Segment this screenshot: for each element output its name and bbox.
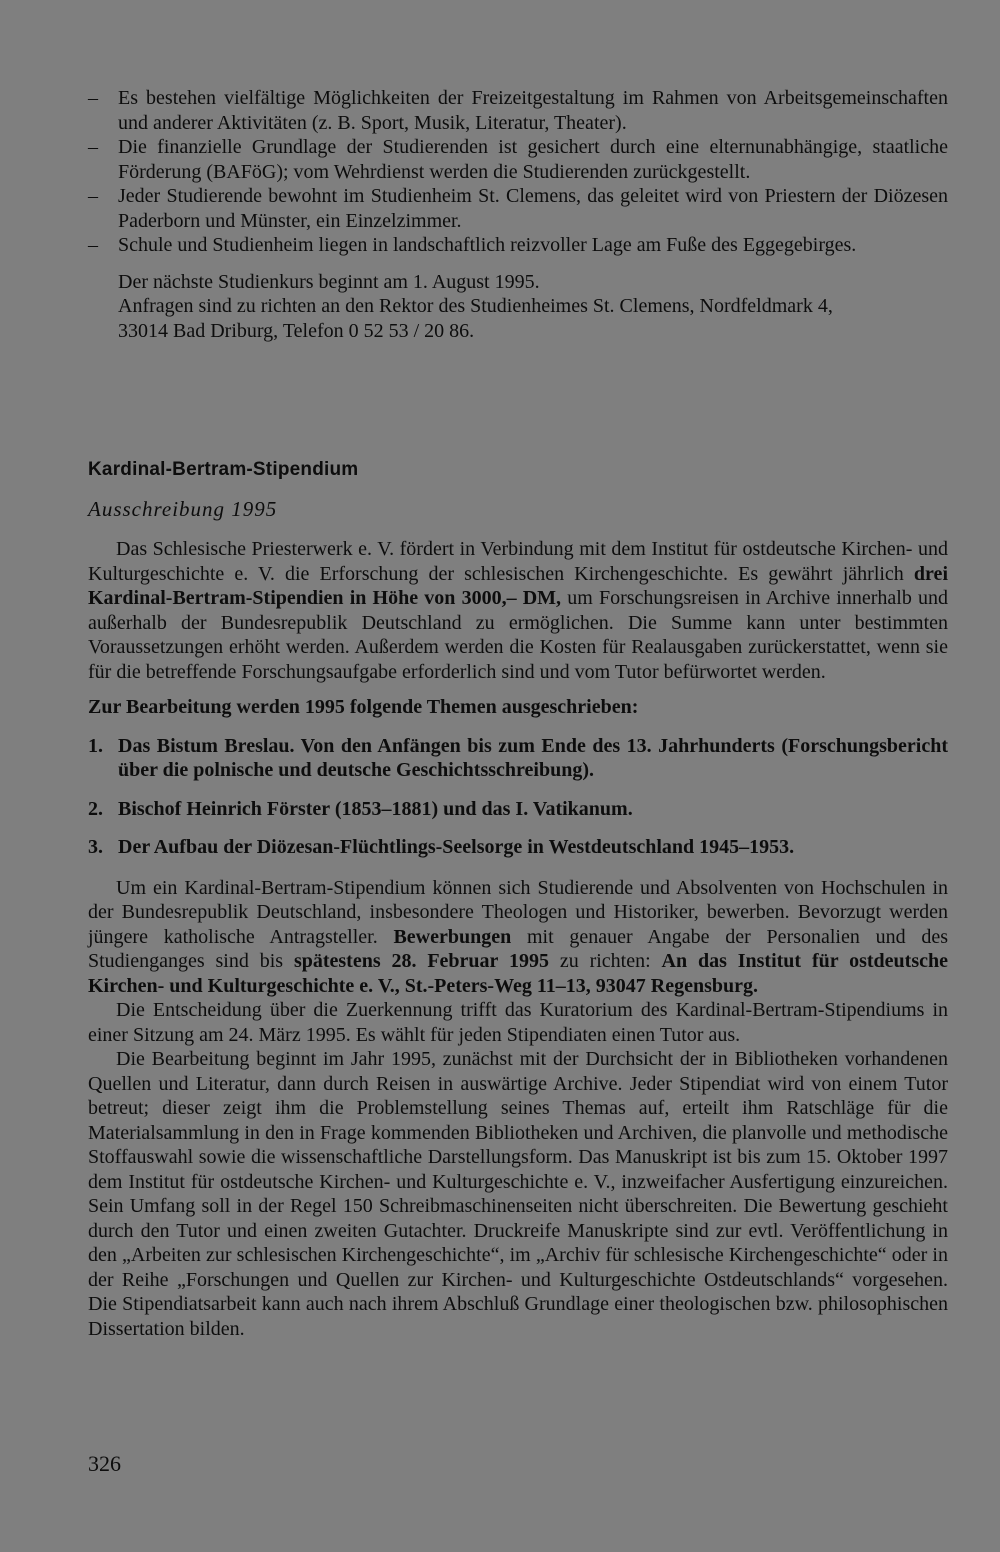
work-paragraph: Die Bearbeitung beginnt im Jahr 1995, zunächst mit der Durchsicht der in Bibliotheken vorhandenen Quellen und Literatur, dann durch Reisen in auswärtige Archive. Jeder Stipendiat wird von einem Tutor betreut; dieser zeigt ihm die Problemstellung seines Themas auf, erteilt ihm Ratschläge für die Materialsammlung in den in Frage kommenden Bibliotheken und Archiven, die planvolle und methodische Stoffauswahl sowie die wissenschaftliche Darstellungsform. Das Manuskript ist bis zum 15. Oktober 1997 dem Institut für ostdeutsche Kirchen- und Kulturgeschichte e. V., inzweifacher Ausfertigung einzureichen. Sein Umfang soll in der Regel 150 Schreibmaschinenseiten nicht überschreiten. Die Bewertung geschieht durch den Tutor und einen zweiten Gutachter. Druckreife Manuskripte sind zur evtl. Veröffentlichung in den „Arbeiten zur schlesischen Kirchengeschichte“, im „Archiv für schlesische Kirchengeschichte“ oder in der Reihe „Forschungen und Quellen zur Kirchen- und Kulturgeschichte Ostdeutschlands“ vorgesehen. Die Stipendiatsarbeit kann auch nach ihrem Abschluß Grundlage einer theologischen bzw. philosophischen Dissertation bilden. <box>88 1048 948 1340</box>
section-title: Kardinal-Bertram-Stipendium <box>88 459 359 480</box>
list-item-text: Es bestehen vielfältige Möglichkeiten der Freizeitgestaltung im Rahmen von Arbeitsgemeinschaften und anderer Aktivitäten (z. B. Sport, Musik, Literatur, Theater). <box>118 87 948 134</box>
contact-block <box>88 270 948 344</box>
inquiry-line-1: Anfragen sind zu richten an den Rektor des Studienheimes St. Clemens, Nordfeldmark 4, <box>118 295 833 317</box>
intro-paragraph: Das Schlesische Priesterwerk e. V. fördert in Verbindung mit dem Institut für ostdeutsche Kirchen- und Kulturgeschichte e. V. die Erforschung der schlesischen Kirchengeschichte. Es gewährt jährlich drei Kardinal-Bertram-Stipendien in Höhe von 3000,– DM, um Forschungsreisen in Archive innerhalb und außerhalb der Bundesrepublik Deutschland zu ermöglichen. Die Summe kann unter bestimmten Voraussetzungen erhöht werden. Außerdem werden die Kosten für Realausgaben zurückerstattet, wenn sie für die betreffende Forschungsaufgabe erforderlich sind und vom Tutor befürwortet werden. <box>88 538 948 683</box>
list-item: – Die finanzielle Grundlage der Studierenden ist gesichert durch eine elternunabhängige, staatliche Förderung (BAFöG); vom Wehrdienst werden die Studierenden zurückgestellt. <box>88 136 948 183</box>
topic-item: 1. Das Bistum Breslau. Von den Anfängen bis zum Ende des 13. Jahrhunderts (Forschungsbericht über die polnische und deutsche Geschichtsschreibung). <box>88 734 948 781</box>
topic-item: 2. Bischof Heinrich Förster (1853–1881) und das I. Vatikanum. <box>88 797 633 820</box>
section-subtitle: Ausschreibung 1995 <box>88 496 278 521</box>
decision-paragraph: Die Entscheidung über die Zuerkennung trifft das Kuratorium des Kardinal-Bertram-Stipendiums in einer Sitzung am 24. März 1995. Es wählt für jeden Stipendiaten einen Tutor aus. <box>88 999 948 1046</box>
application-paragraph: Um ein Kardinal-Bertram-Stipendium können sich Studierende und Absolventen von Hochschulen in der Bundesrepublik Deutschland, insbesondere Theologen und Historiker, bewerben. Bevorzugt werden jüngere katholische Antragsteller. Bewerbungen mit genauer Angabe der Personalien und des Studienganges sind bis spätestens 28. Februar 1995 zu richten: An das Institut für ostdeutsche Kirchen- und Kulturgeschichte e. V., St.-Peters-Weg 11–13, 93047 Regensburg. <box>88 876 948 997</box>
list-item-text: Jeder Studierende bewohnt im Studienheim St. Clemens, das geleitet wird von Priestern der Diözesen Paderborn und Münster, ein Einzelzimmer. <box>118 185 948 232</box>
list-item: – Jeder Studierende bewohnt im Studienheim St. Clemens, das geleitet wird von Priestern der Diözesen Paderborn und Münster, ein Einzelzimmer. <box>88 185 948 232</box>
top-section <box>88 86 948 343</box>
list-item: – Es bestehen vielfältige Möglichkeiten der Freizeitgestaltung im Rahmen von Arbeitsgemeinschaften und anderer Aktivitäten (z. B. Sport, Musik, Literatur, Theater). <box>88 87 948 134</box>
inquiry-line-2: 33014 Bad Driburg, Telefon 0 52 53 / 20 86. <box>118 319 475 342</box>
list-item-text: Schule und Studienheim liegen in landschaftlich reizvoller Lage am Fuße des Eggegebirges. <box>118 234 857 256</box>
institute-address: An das Institut für ostdeutsche Kirchen- und Kulturgeschichte e. V., St.-Peters-Weg 11–13, 93047 Regensburg. <box>88 950 948 997</box>
course-start: Der nächste Studienkurs beginnt am 1. August 1995. <box>118 270 540 293</box>
topics-heading: Zur Bearbeitung werden 1995 folgende Themen ausgeschrieben: <box>88 696 639 718</box>
topic-item: 3. Der Aufbau der Diözesan-Flüchtlings-Seelsorge in Westdeutschland 1945–1953. <box>88 836 795 858</box>
list-item-text: Die finanzielle Grundlage der Studierenden ist gesichert durch eine elternunabhängige, staatliche Förderung (BAFöG); vom Wehrdienst werden die Studierenden zurückgestellt. <box>118 136 948 183</box>
page-number: 326 <box>88 1451 121 1476</box>
main-body <box>88 537 948 1341</box>
list-item: – Schule und Studienheim liegen in landschaftlich reizvoller Lage am Fuße des Eggegebirges. <box>88 234 857 256</box>
section-heading <box>88 458 948 521</box>
info-list <box>88 86 948 258</box>
